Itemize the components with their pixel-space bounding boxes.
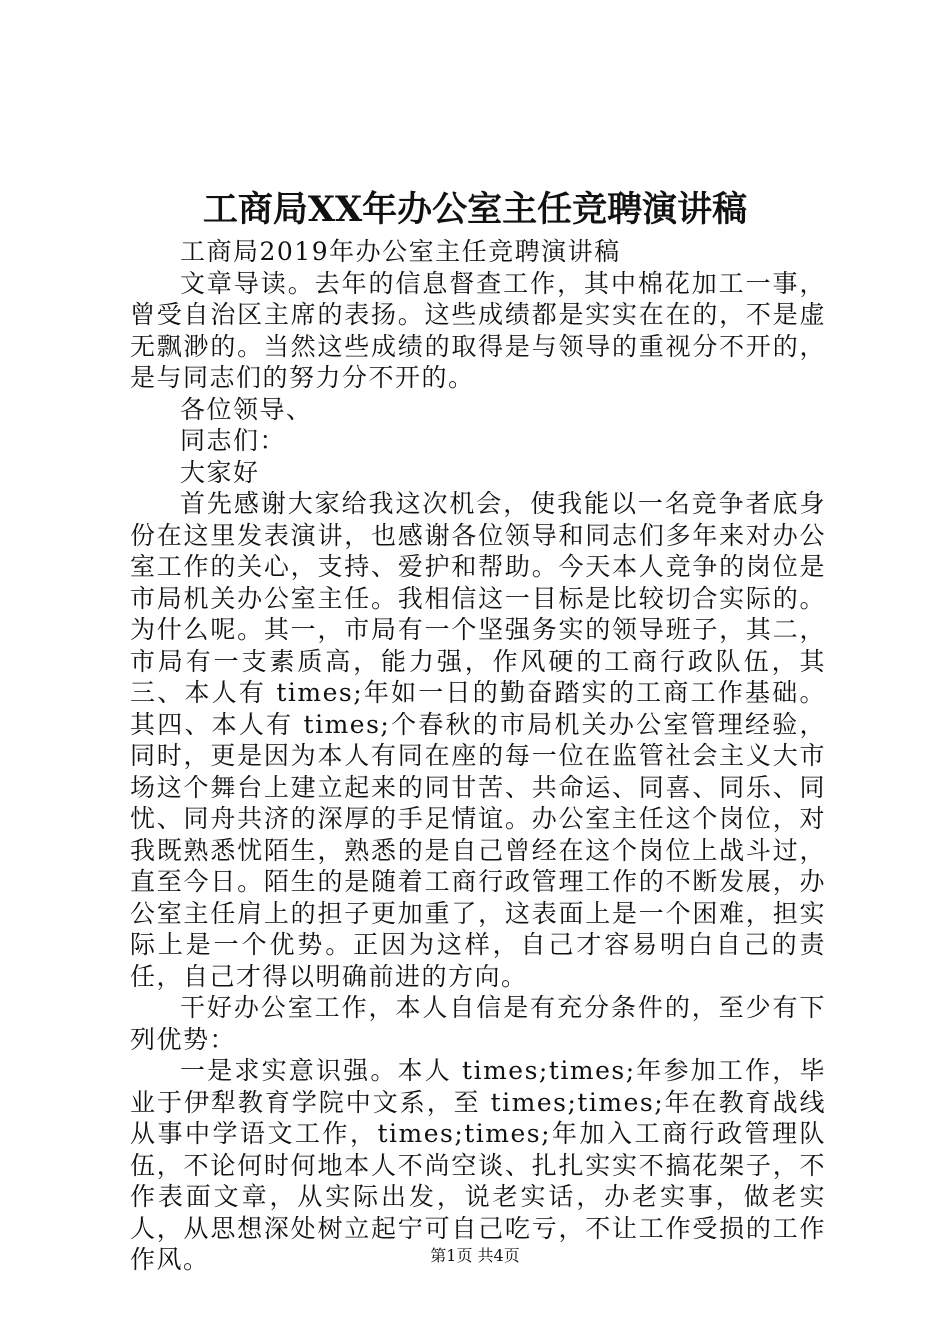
- salutation-comrades: 同志们：: [180, 426, 287, 455]
- body-paragraph: 首先感谢大家给我这次机会，使我能以一名竞争者底身份在这里发表演讲，也感谢各位领导和同志们多年来对办公室工作的关心，支持、爱护和帮助。今天本人竞争的岗位是市局机关办公室主任。我相信这一目标是比较切合实际的。为什么呢。其一，市局有一个坚强务实的领导班子，其二，市局有一支素质高，能力强，作风硬的工商行政队伍，其三、本人有 times;年如一日的勤奋踏实的工商工作基础。其四、本人有 times;个春秋的市局机关办公室管理经验，同时，更是因为本人有同在座的每一位在监管社会主义大市场这个舞台上建立起来的同甘苦、共命运、同喜、同乐、同忧、同舟共济的深厚的手足情谊。办公室主任这个岗位，对我既熟悉忧陌生，熟悉的是自己曾经在这个岗位上战斗过，直至今日。陌生的是随着工商行政管理工作的不断发展，办公室主任肩上的担子更加重了，这表面上是一个困难，担实际上是一个优势。正因为这样，自己才容易明白自己的责任，自己才得以明确前进的方向。: [130, 489, 826, 991]
- page-footer: 第1页 共4页: [430, 1246, 520, 1265]
- body-paragraph: 干好办公室工作，本人自信是有充分条件的，至少有下列优势：: [130, 993, 826, 1054]
- document-title: 工商局XX年办公室主任竞聘演讲稿: [202, 189, 748, 230]
- subtitle-paragraph: 工商局2019年办公室主任竞聘演讲稿: [180, 237, 621, 266]
- document-body: [130, 236, 826, 1276]
- salutation-leaders: 各位领导、: [180, 394, 313, 424]
- intro-paragraph: 文章导读。去年的信息督查工作，其中棉花加工一事，曾受自治区主席的表扬。这些成绩都是实实在在的，不是虚无飘渺的。当然这些成绩的取得是与领导的重视分不开的，是与同志们的努力分不开的。: [130, 268, 826, 392]
- body-paragraph: 一是求实意识强。本人 times;times;年参加工作，毕业于伊犁教育学院中文系，至 times;times;年在教育战线从事中学语文工作，times;times;年加入工商行政管理队伍，不论何时何地本人不尚空谈、扎扎实实不搞花架子，不作表面文章，从实际出发，说老实话，办老实事，做老实人，从思想深处树立起宁可自己吃亏，不让工作受损的工作作风。: [130, 1056, 826, 1274]
- greeting-paragraph: 大家好: [180, 457, 260, 487]
